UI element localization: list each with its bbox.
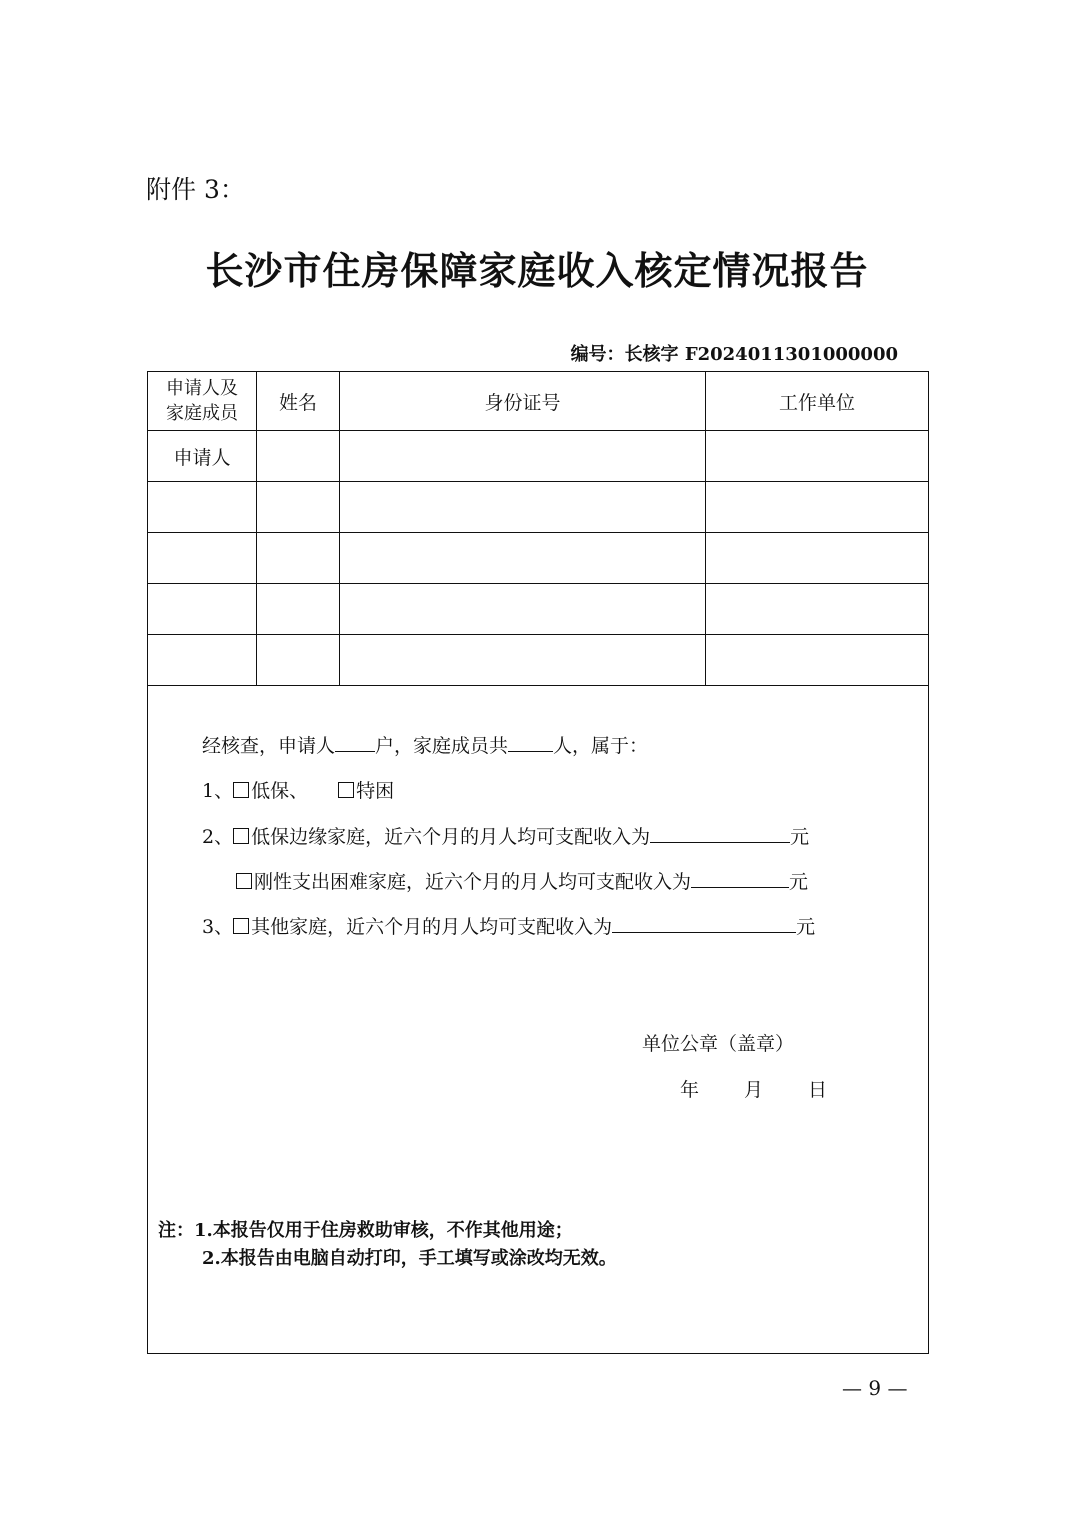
- work-cell: [706, 482, 929, 533]
- role-cell: [148, 533, 257, 584]
- intro-text-a: 经核查，申请人: [202, 735, 336, 757]
- date-month: 月: [744, 1079, 764, 1101]
- table-row: [148, 533, 929, 584]
- intro-text-b: 户，家庭成员共: [375, 735, 509, 757]
- intro-text-c: 人，属于：: [553, 735, 649, 757]
- header-id-number: 身份证号: [340, 372, 706, 431]
- work-cell: [706, 635, 929, 686]
- option-1-label-b: 特困: [356, 780, 395, 802]
- household-blank: [335, 733, 375, 752]
- work-cell: [706, 431, 929, 482]
- serial-label: 编号：: [570, 344, 625, 365]
- table-row: [148, 482, 929, 533]
- table-header-row: [148, 372, 929, 431]
- unit-label: 元: [789, 871, 809, 893]
- table-row: [148, 635, 929, 686]
- date-day: 日: [808, 1079, 828, 1101]
- verification-intro: [202, 731, 648, 758]
- option-3-prefix: 3、: [202, 916, 234, 938]
- verification-cell: [148, 686, 929, 1354]
- unit-label: 元: [796, 916, 816, 938]
- page-number: — 9 —: [842, 1376, 908, 1400]
- checkbox-other-family[interactable]: [233, 918, 249, 934]
- checkbox-rigid-expense[interactable]: [236, 873, 252, 889]
- income-report-table: [147, 371, 929, 1354]
- serial-number-line: [571, 340, 898, 366]
- table-row: [148, 431, 929, 482]
- note-line-1: [158, 1216, 573, 1242]
- header-member: [148, 372, 257, 431]
- seal-label: 单位公章（盖章）: [642, 1033, 795, 1055]
- name-cell: [257, 584, 340, 635]
- option-2a-label: 低保边缘家庭，近六个月的月人均可支配收入为: [251, 826, 651, 848]
- checkbox-low-income[interactable]: [233, 782, 249, 798]
- income-blank-2a: [650, 824, 790, 843]
- work-cell: [706, 584, 929, 635]
- note-text-1: 1.本报告仅用于住房救助审核，不作其他用途；: [194, 1220, 573, 1241]
- document-title: 长沙市住房保障家庭收入核定情况报告: [205, 248, 869, 293]
- verification-body: [148, 686, 928, 1353]
- id-cell: [340, 584, 706, 635]
- option-2b: [236, 867, 808, 894]
- date-year: 年: [680, 1079, 700, 1101]
- verification-row: [148, 686, 929, 1354]
- unit-label: 元: [790, 826, 810, 848]
- name-cell: [257, 482, 340, 533]
- option-3: [202, 912, 815, 939]
- option-2-prefix: 2、: [202, 826, 234, 848]
- checkbox-marginal-low-income[interactable]: [233, 828, 249, 844]
- date-line: [680, 1075, 827, 1102]
- header-member-line2: 家庭成员: [166, 403, 238, 424]
- note-label: 注：: [158, 1220, 194, 1241]
- id-cell: [340, 482, 706, 533]
- id-cell: [340, 533, 706, 584]
- income-blank-3: [612, 914, 796, 933]
- name-cell: [257, 431, 340, 482]
- role-cell: [148, 482, 257, 533]
- option-3-label: 其他家庭，近六个月的月人均可支配收入为: [251, 916, 613, 938]
- id-cell: [340, 635, 706, 686]
- option-2b-label: 刚性支出困难家庭，近六个月的月人均可支配收入为: [254, 871, 692, 893]
- serial-value: 长核字 F2024011301000000: [624, 344, 898, 365]
- name-cell: [257, 635, 340, 686]
- work-cell: [706, 533, 929, 584]
- header-name: 姓名: [257, 372, 340, 431]
- role-cell: [148, 635, 257, 686]
- id-cell: [340, 431, 706, 482]
- option-2a: [202, 822, 809, 849]
- attachment-label: 附件 3：: [146, 175, 245, 204]
- option-1-prefix: 1、: [202, 780, 234, 802]
- income-blank-2b: [691, 869, 789, 888]
- name-cell: [257, 533, 340, 584]
- checkbox-extreme-poverty[interactable]: [338, 782, 354, 798]
- table-row: [148, 584, 929, 635]
- option-1: [202, 776, 394, 803]
- member-count-blank: [508, 733, 553, 752]
- role-cell: [148, 584, 257, 635]
- role-cell: 申请人: [148, 431, 257, 482]
- header-member-line1: 申请人及: [166, 378, 238, 399]
- option-1-label-a: 低保、: [251, 780, 309, 802]
- note-line-2: 2.本报告由电脑自动打印，手工填写或涂改均无效。: [202, 1248, 617, 1269]
- header-work-unit: 工作单位: [706, 372, 929, 431]
